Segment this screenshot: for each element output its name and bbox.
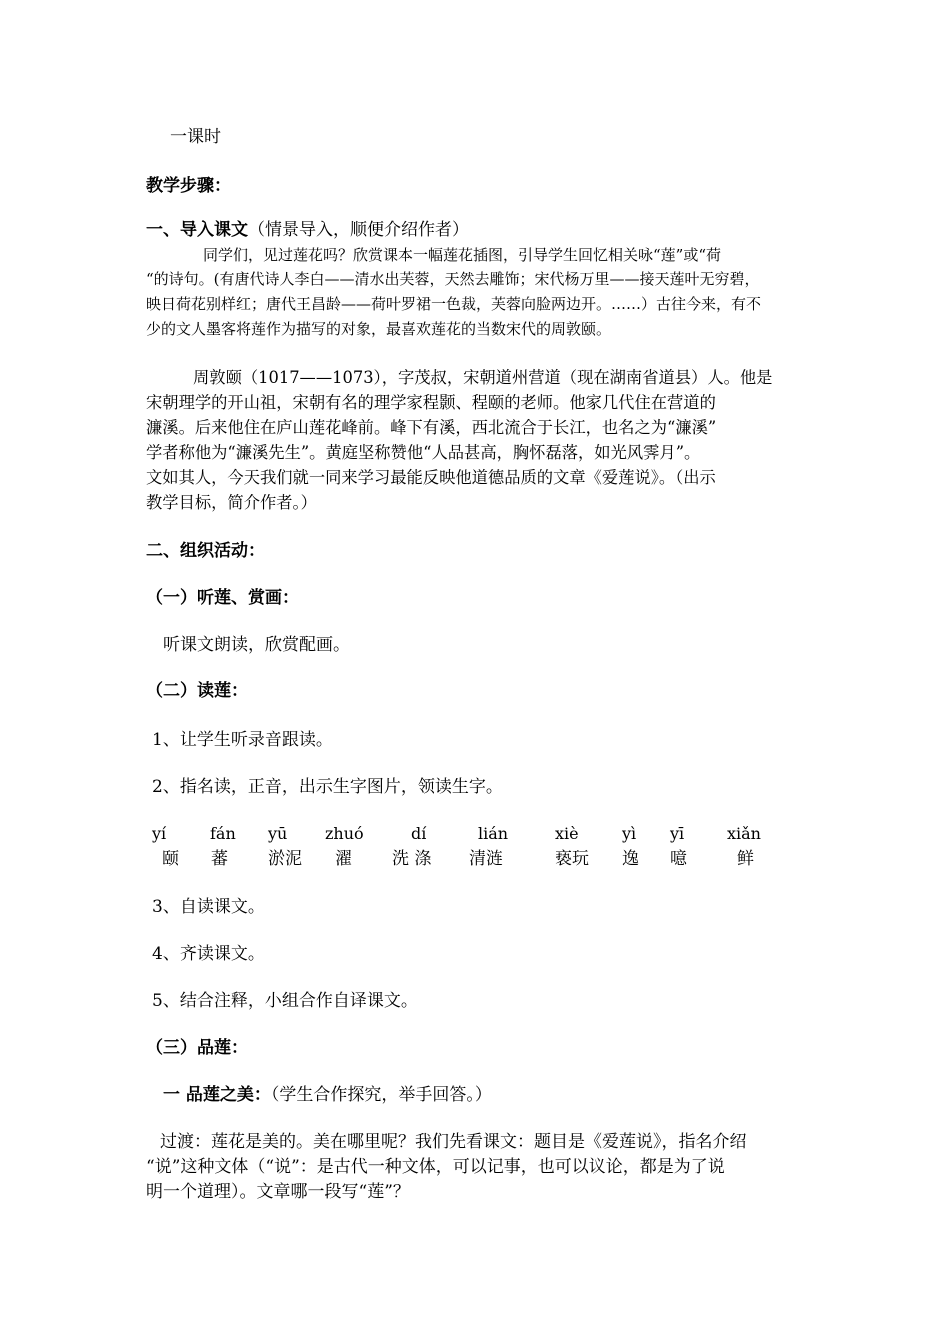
intro-line-1: 同学们，见过莲花吗？欣赏课本一幅莲花插图，引导学生回忆相关咏“莲”或“荷 [203, 246, 722, 264]
pinyin-item: fán [210, 824, 236, 843]
intro-line-4: 少的文人墨客将莲作为描写的对象，最喜欢莲花的当数宋代的周敦颐。 [146, 320, 612, 338]
author-line-5: 文如其人，今天我们就一同来学习最能反映他道德品质的文章《爱莲说》。（出示 [146, 468, 716, 487]
transition-line-2: “说”这种文体（“说”：是古代一种文体，可以记事，也可以议论，都是为了说 [146, 1157, 725, 1177]
lesson-time: 一课时 [170, 127, 221, 147]
character-item: 淤泥 [268, 849, 302, 869]
part2-heading: （二）读莲： [146, 681, 248, 701]
steps-title: 教学步骤： [146, 176, 231, 196]
character-item: 洗 涤 [392, 849, 432, 869]
pinyin-item: yì [622, 824, 637, 843]
part1-heading: （一）听莲、赏画： [146, 588, 299, 608]
character-item: 逸 [622, 849, 639, 869]
intro-line-2: “的诗句。(有唐代诗人李白——清水出芙蓉，天然去雕饰；宋代杨万里——接天莲叶无穷碧， [146, 270, 760, 288]
read-step-2: 2、指名读，正音，出示生字图片，领读生字。 [152, 777, 503, 797]
pinyin-item: yū [268, 824, 288, 843]
author-line-6: 教学目标，简介作者。） [146, 493, 317, 512]
section2-heading: 二、组织活动： [146, 541, 265, 561]
character-item: 鲜 [737, 849, 754, 869]
transition-line-3: 明一个道理）。文章哪一段写“莲”？ [146, 1182, 410, 1202]
author-line-2: 宋朝理学的开山祖，宋朝有名的理学家程颢、程颐的老师。他家几代住在营道的 [146, 393, 716, 412]
character-item: 颐 [162, 849, 179, 869]
read-step-4: 4、齐读课文。 [152, 944, 265, 964]
part3-heading: （三）品莲： [146, 1038, 248, 1058]
section1-heading-line [146, 222, 469, 239]
read-step-5: 5、结合注释，小组合作自译课文。 [152, 991, 418, 1011]
part3-sub-heading: 一 品莲之美： [163, 1085, 271, 1105]
part3-sub-note: （学生合作探究，举手回答。） [270, 1085, 492, 1105]
character-item: 蕃 [211, 849, 228, 869]
character-item: 亵玩 [555, 849, 589, 869]
pinyin-item: xiè [555, 824, 579, 843]
intro-line-3: 映日荷花别样红；唐代王昌龄——荷叶罗裙一色裁，芙蓉向脸两边开。……）古往今来，有不 [146, 295, 762, 313]
section1-heading-note: （情景导入，顺便介绍作者） [248, 220, 469, 240]
section1-heading: 一、导入课文 [146, 220, 248, 240]
character-item: 濯 [335, 849, 352, 869]
pinyin-item: lián [478, 824, 509, 843]
author-line-3: 濂溪。后来他住在庐山莲花峰前。峰下有溪，西北流合于长江，也名之为“濂溪” [146, 418, 717, 437]
author-line-4: 学者称他为“濂溪先生”。黄庭坚称赞他“人品甚高，胸怀磊落，如光风霁月”。 [146, 443, 701, 462]
pinyin-item: zhuó [325, 824, 364, 843]
part1-text: 听课文朗读，欣赏配画。 [163, 635, 350, 655]
author-line-1: 周敦颐（1017——1073），字茂叔，宋朝道州营道（现在湖南省道县）人。他是 [193, 368, 773, 387]
transition-line-1: 过渡：莲花是美的。美在哪里呢？我们先看课文：题目是《爱莲说》，指名介绍 [160, 1132, 747, 1152]
pinyin-item: yī [670, 824, 685, 843]
read-step-3: 3、自读课文。 [152, 897, 265, 917]
part3-sub-heading-line [163, 1087, 492, 1104]
read-step-1: 1、让学生听录音跟读。 [152, 730, 333, 750]
pinyin-item: dí [411, 824, 427, 843]
pinyin-item: xiǎn [727, 824, 761, 843]
pinyin-item: yí [152, 824, 167, 843]
character-item: 清涟 [469, 849, 503, 869]
character-item: 噫 [670, 849, 687, 869]
